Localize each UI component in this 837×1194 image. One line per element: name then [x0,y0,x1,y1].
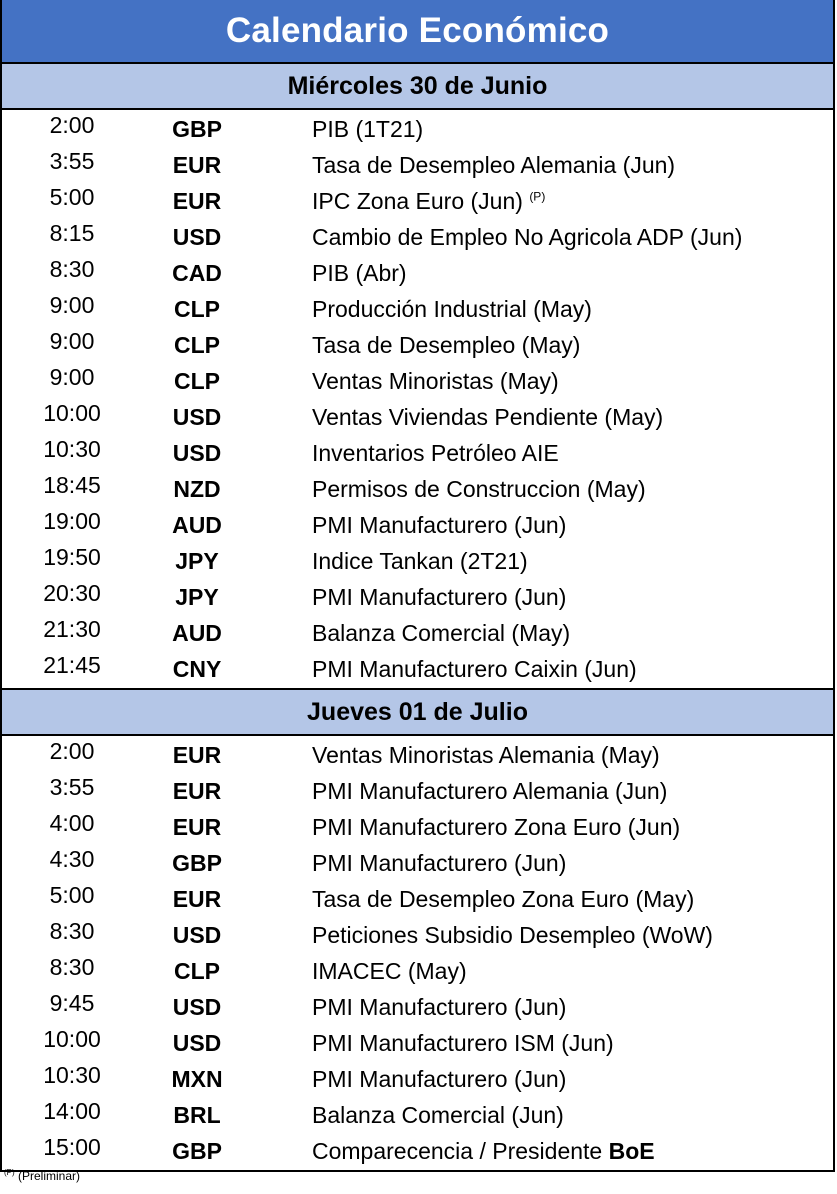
event-currency: EUR [172,814,222,840]
event-row [2,112,833,148]
event-row [2,990,833,1026]
event-row [2,220,833,256]
event-row [2,148,833,184]
event-name [312,1030,614,1057]
day-header: Miércoles 30 de Junio [2,64,833,110]
event-name-text: Balanza Comercial (Jun) [312,1102,564,1128]
event-name [312,116,423,143]
event-currency: CLP [174,368,220,394]
event-time: 8:15 [49,220,95,246]
calendar-sections [2,64,833,1170]
event-name-text: Ventas Minoristas (May) [312,368,559,394]
event-name-text: PMI Manufacturero Zona Euro (Jun) [312,814,681,840]
event-currency: USD [172,922,222,948]
event-time: 19:00 [43,508,101,534]
event-name [312,850,566,877]
event-row [2,616,833,652]
footnote [4,1168,80,1183]
event-time: 5:00 [49,882,95,908]
event-name-text: Ventas Minoristas Alemania (May) [312,742,660,768]
event-name-text: PMI Manufacturero (Jun) [312,584,567,610]
event-name [312,778,667,805]
event-name [312,1138,655,1165]
event-currency: USD [172,994,222,1020]
event-name-text: Tasa de Desempleo (May) [312,332,581,358]
event-name [312,656,637,683]
event-currency: JPY [175,584,219,610]
event-currency: AUD [172,512,222,538]
event-time: 9:45 [49,990,95,1016]
event-currency: BRL [173,1102,221,1128]
event-row [2,1062,833,1098]
preliminary-note: (P) [529,189,546,204]
event-currency: USD [172,404,222,430]
event-row [2,774,833,810]
event-name [312,188,545,215]
event-time: 5:00 [49,184,95,210]
event-currency: MXN [171,1066,223,1092]
event-time: 9:00 [49,292,95,318]
event-name-text: Comparecencia / Presidente [312,1138,603,1164]
event-name [312,1102,564,1129]
event-name [312,440,559,467]
event-currency: CNY [172,656,222,682]
event-currency: CLP [174,958,220,984]
event-row [2,544,833,580]
event-currency: JPY [175,548,219,574]
event-time: 4:30 [49,846,95,872]
event-currency: EUR [172,886,222,912]
event-currency: AUD [172,620,222,646]
event-name [312,994,566,1021]
event-name [312,368,559,395]
event-row [2,184,833,220]
event-row [2,1026,833,1062]
event-name [312,260,407,287]
event-time: 19:50 [43,544,101,570]
event-row [2,400,833,436]
event-name-text: IMACEC (May) [312,958,467,984]
event-name-text: IPC Zona Euro (Jun) [312,188,523,214]
event-time: 9:00 [49,364,95,390]
event-name [312,742,660,769]
event-time: 21:30 [43,616,101,642]
event-currency: CLP [174,332,220,358]
event-row [2,508,833,544]
event-name [312,296,592,323]
event-time: 3:55 [49,774,95,800]
event-name-text: PMI Manufacturero Alemania (Jun) [312,778,668,804]
event-row [2,328,833,364]
event-currency: EUR [172,742,222,768]
event-name [312,512,566,539]
event-currency: CAD [172,260,222,286]
event-time: 3:55 [49,148,95,174]
event-time: 18:45 [43,472,101,498]
event-name-text: Balanza Comercial (May) [312,620,571,646]
event-time: 4:00 [49,810,95,836]
event-name [312,476,646,503]
event-name [312,1066,566,1093]
event-name-text: PMI Manufacturero (Jun) [312,512,567,538]
event-time: 10:30 [43,436,101,462]
event-row [2,652,833,688]
event-row [2,256,833,292]
event-currency: NZD [173,476,221,502]
event-currency: CLP [174,296,220,322]
event-row [2,918,833,954]
event-name-text: PIB (Abr) [312,260,407,286]
event-time: 20:30 [43,580,101,606]
page-title: Calendario Económico [2,0,833,64]
event-time: 8:30 [49,918,95,944]
event-time: 21:45 [43,652,101,678]
event-name [312,332,580,359]
event-name-text: Tasa de Desempleo Alemania (Jun) [312,152,676,178]
event-name-text: PMI Manufacturero Caixin (Jun) [312,656,637,682]
event-name [312,814,680,841]
event-row [2,846,833,882]
event-name-text: Producción Industrial (May) [312,296,592,322]
event-row [2,364,833,400]
event-name [312,958,467,985]
event-currency: EUR [172,152,222,178]
event-row [2,954,833,990]
event-row [2,810,833,846]
footnote-text: (Preliminar) [18,1169,81,1183]
event-row [2,738,833,774]
event-row [2,436,833,472]
event-currency: EUR [172,778,222,804]
event-name-text: Peticiones Subsidio Desempleo (WoW) [312,922,713,948]
event-time: 9:00 [49,328,95,354]
event-currency: EUR [172,188,222,214]
event-currency: GBP [172,116,222,142]
event-name-text: Inventarios Petróleo AIE [312,440,559,466]
event-name [312,224,742,251]
day-header: Jueves 01 de Julio [2,688,833,736]
event-name-text: Tasa de Desempleo Zona Euro (May) [312,886,695,912]
event-row [2,1098,833,1134]
event-name-text: Cambio de Empleo No Agricola ADP (Jun) [312,224,743,250]
event-time: 2:00 [49,112,95,138]
event-name-text: PMI Manufacturero ISM (Jun) [312,1030,614,1056]
event-time: 8:30 [49,954,95,980]
event-name [312,548,528,575]
event-name [312,152,675,179]
event-currency: USD [172,1030,222,1056]
day-events [2,736,833,1170]
event-name [312,922,713,949]
event-name-bold: BoE [608,1138,655,1164]
event-row [2,882,833,918]
event-row [2,472,833,508]
event-row [2,580,833,616]
event-currency: USD [172,224,222,250]
event-name-text: PMI Manufacturero (Jun) [312,850,567,876]
event-name [312,584,566,611]
event-name [312,620,570,647]
event-name-text: PIB (1T21) [312,116,424,142]
event-time: 15:00 [43,1134,101,1160]
event-currency: GBP [172,850,222,876]
event-time: 2:00 [49,738,95,764]
event-name [312,886,694,913]
event-row [2,292,833,328]
event-time: 8:30 [49,256,95,282]
event-currency: USD [172,440,222,466]
event-name-text: Indice Tankan (2T21) [312,548,528,574]
event-currency: GBP [172,1138,222,1164]
event-name-text: PMI Manufacturero (Jun) [312,1066,567,1092]
footnote-mark: (P) [4,1168,15,1177]
event-row [2,1134,833,1170]
event-name-text: Ventas Viviendas Pendiente (May) [312,404,664,430]
day-events [2,110,833,688]
event-time: 14:00 [43,1098,101,1124]
event-name [312,404,663,431]
event-name-text: Permisos de Construccion (May) [312,476,646,502]
event-time: 10:00 [43,1026,101,1052]
event-time: 10:30 [43,1062,101,1088]
event-time: 10:00 [43,400,101,426]
event-name-text: PMI Manufacturero (Jun) [312,994,567,1020]
